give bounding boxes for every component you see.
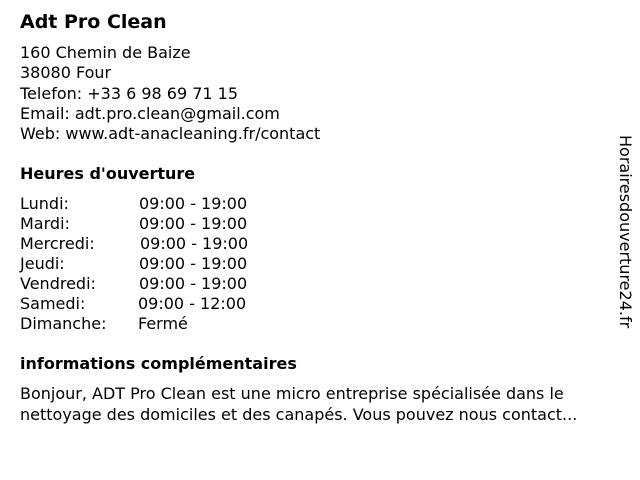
hours-time: 09:00 - 19:00 bbox=[139, 254, 248, 273]
hours-day: Mercredi: bbox=[20, 234, 95, 253]
hours-time: 09:00 - 19:00 bbox=[140, 234, 249, 253]
description bbox=[20, 383, 625, 425]
hours-time: 09:00 - 19:00 bbox=[139, 274, 248, 293]
phone-line[interactable]: Telefon: +33 6 98 69 71 15 bbox=[20, 84, 239, 103]
additional-info-heading: informations complémentaires bbox=[20, 354, 297, 373]
hours-time: 09:00 - 19:00 bbox=[139, 194, 248, 213]
hours-time: 09:00 - 19:00 bbox=[139, 214, 248, 233]
web-line[interactable] bbox=[20, 124, 320, 144]
hours-time: Fermé bbox=[138, 314, 188, 333]
hours-heading: Heures d'ouverture bbox=[20, 164, 196, 183]
business-name: Adt Pro Clean bbox=[20, 11, 167, 33]
description-line: nettoyage des domiciles et des canapés. Vous pouvez nous contact... bbox=[20, 405, 578, 424]
hours-day: Samedi: bbox=[20, 294, 86, 313]
hours-time: 09:00 - 12:00 bbox=[138, 294, 247, 313]
address-street: 160 Chemin de Baize bbox=[20, 43, 191, 62]
hours-day: Mardi: bbox=[20, 214, 70, 233]
hours-day: Jeudi: bbox=[20, 254, 65, 273]
web-link[interactable]: Web: www.adt-anacleaning.fr/contact bbox=[20, 124, 321, 143]
hours-day: Lundi: bbox=[20, 194, 69, 213]
address-city: 38080 Four bbox=[20, 63, 112, 82]
hours-day: Dimanche: bbox=[20, 314, 107, 333]
description-line: Bonjour, ADT Pro Clean est une micro entreprise spécialisée dans le bbox=[20, 384, 564, 403]
site-watermark: Horairesdouverture24.fr bbox=[616, 135, 635, 329]
email-line[interactable]: Email: adt.pro.clean@gmail.com bbox=[20, 104, 280, 123]
hours-day: Vendredi: bbox=[20, 274, 96, 293]
